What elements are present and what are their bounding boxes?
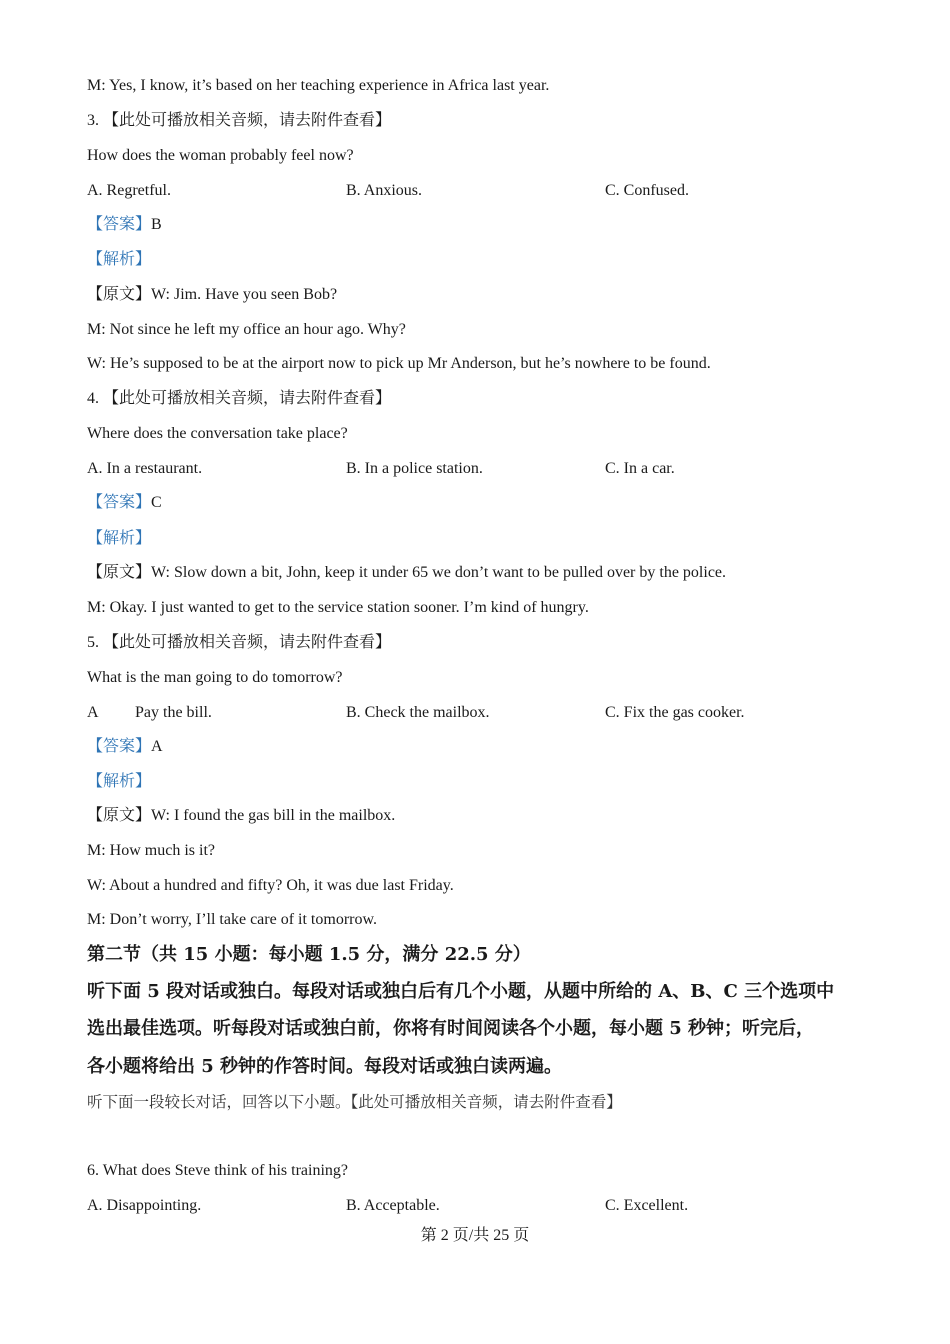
transcript-text: W: Slow down a bit, John, keep it under 65 we don’t want to be pulled over by the police. [151,564,727,581]
transcript-line [87,285,337,305]
transcript-line: M: Yes, I know, it’s based on her teaching experience in Africa last year. [87,77,550,94]
answer-tag: 【答案】 [87,738,152,755]
option-c: C. Excellent. [605,1197,689,1214]
answer-value: A [151,738,163,755]
option-a: Pay the bill. [135,704,212,721]
option-c: C. Confused. [605,182,689,199]
answer-tag: 【答案】 [87,494,152,511]
transcript-line: M: Okay. I just wanted to get to the service station sooner. I’m kind of hungry. [87,599,589,616]
transcript-line: M: How much is it? [87,842,215,859]
transcript-line: M: Don’t worry, I’ll take care of it tomorrow. [87,911,377,928]
option-a: A. Disappointing. [87,1197,202,1214]
option-b: B. Acceptable. [346,1197,440,1214]
section-instructions: 听下面 5 段对话或独白。每段对话或独白后有几个小题，从题中所给的 A、B、C 三个选项中 [87,981,835,1002]
analysis-tag: 【解析】 [87,773,152,790]
answer-line [87,493,162,513]
option-a-letter: A [87,704,99,721]
section-instructions: 选出最佳选项。听每段对话或独白前，你将有时间阅读各个小题，每小题 5 秒钟；听完后， [87,1018,815,1039]
answer-tag: 【答案】 [87,216,152,233]
answer-value: C [151,494,162,511]
transcript-line [87,563,726,583]
answer-line [87,215,162,235]
question-4-heading: 4. 【此处可播放相关音频，请去附件查看】 [87,390,392,407]
question-6-text: 6. What does Steve think of his training? [87,1162,348,1179]
original-tag: 【原文】 [87,807,152,824]
transcript-line: M: Not since he left my office an hour ago. Why? [87,321,406,338]
section-title: 第二节（共 15 小题：每小题 1.5 分，满分 22.5 分） [87,944,531,965]
transcript-text: W: Jim. Have you seen Bob? [151,286,338,303]
option-c: C. In a car. [605,460,675,477]
transcript-line: W: He’s supposed to be at the airport now to pick up Mr Anderson, but he’s nowhere to be found. [87,355,711,372]
section-instructions: 各小题将给出 5 秒钟的作答时间。每段对话或独白读两遍。 [87,1056,563,1077]
page-footer: 第 2 页/共 25 页 [420,1227,530,1244]
section-note: 听下面一段较长对话，回答以下小题。【此处可播放相关音频，请去附件查看】 [87,1094,622,1111]
option-b: B. Anxious. [346,182,423,199]
question-5-text: What is the man going to do tomorrow? [87,669,343,686]
question-3-heading: 3. 【此处可播放相关音频，请去附件查看】 [87,112,392,129]
transcript-line [87,806,395,826]
question-3-text: How does the woman probably feel now? [87,147,354,164]
analysis-tag: 【解析】 [87,251,152,268]
original-tag: 【原文】 [87,564,152,581]
analysis-tag: 【解析】 [87,530,152,547]
answer-value: B [151,216,162,233]
option-b: B. In a police station. [346,460,483,477]
transcript-text: W: I found the gas bill in the mailbox. [151,807,396,824]
option-b: B. Check the mailbox. [346,704,490,721]
option-a: A. Regretful. [87,182,171,199]
question-4-text: Where does the conversation take place? [87,425,348,442]
original-tag: 【原文】 [87,286,152,303]
option-a: A. In a restaurant. [87,460,203,477]
option-c: C. Fix the gas cooker. [605,704,745,721]
transcript-line: W: About a hundred and fifty? Oh, it was due last Friday. [87,877,454,894]
answer-line [87,737,163,757]
question-5-heading: 5. 【此处可播放相关音频，请去附件查看】 [87,634,392,651]
